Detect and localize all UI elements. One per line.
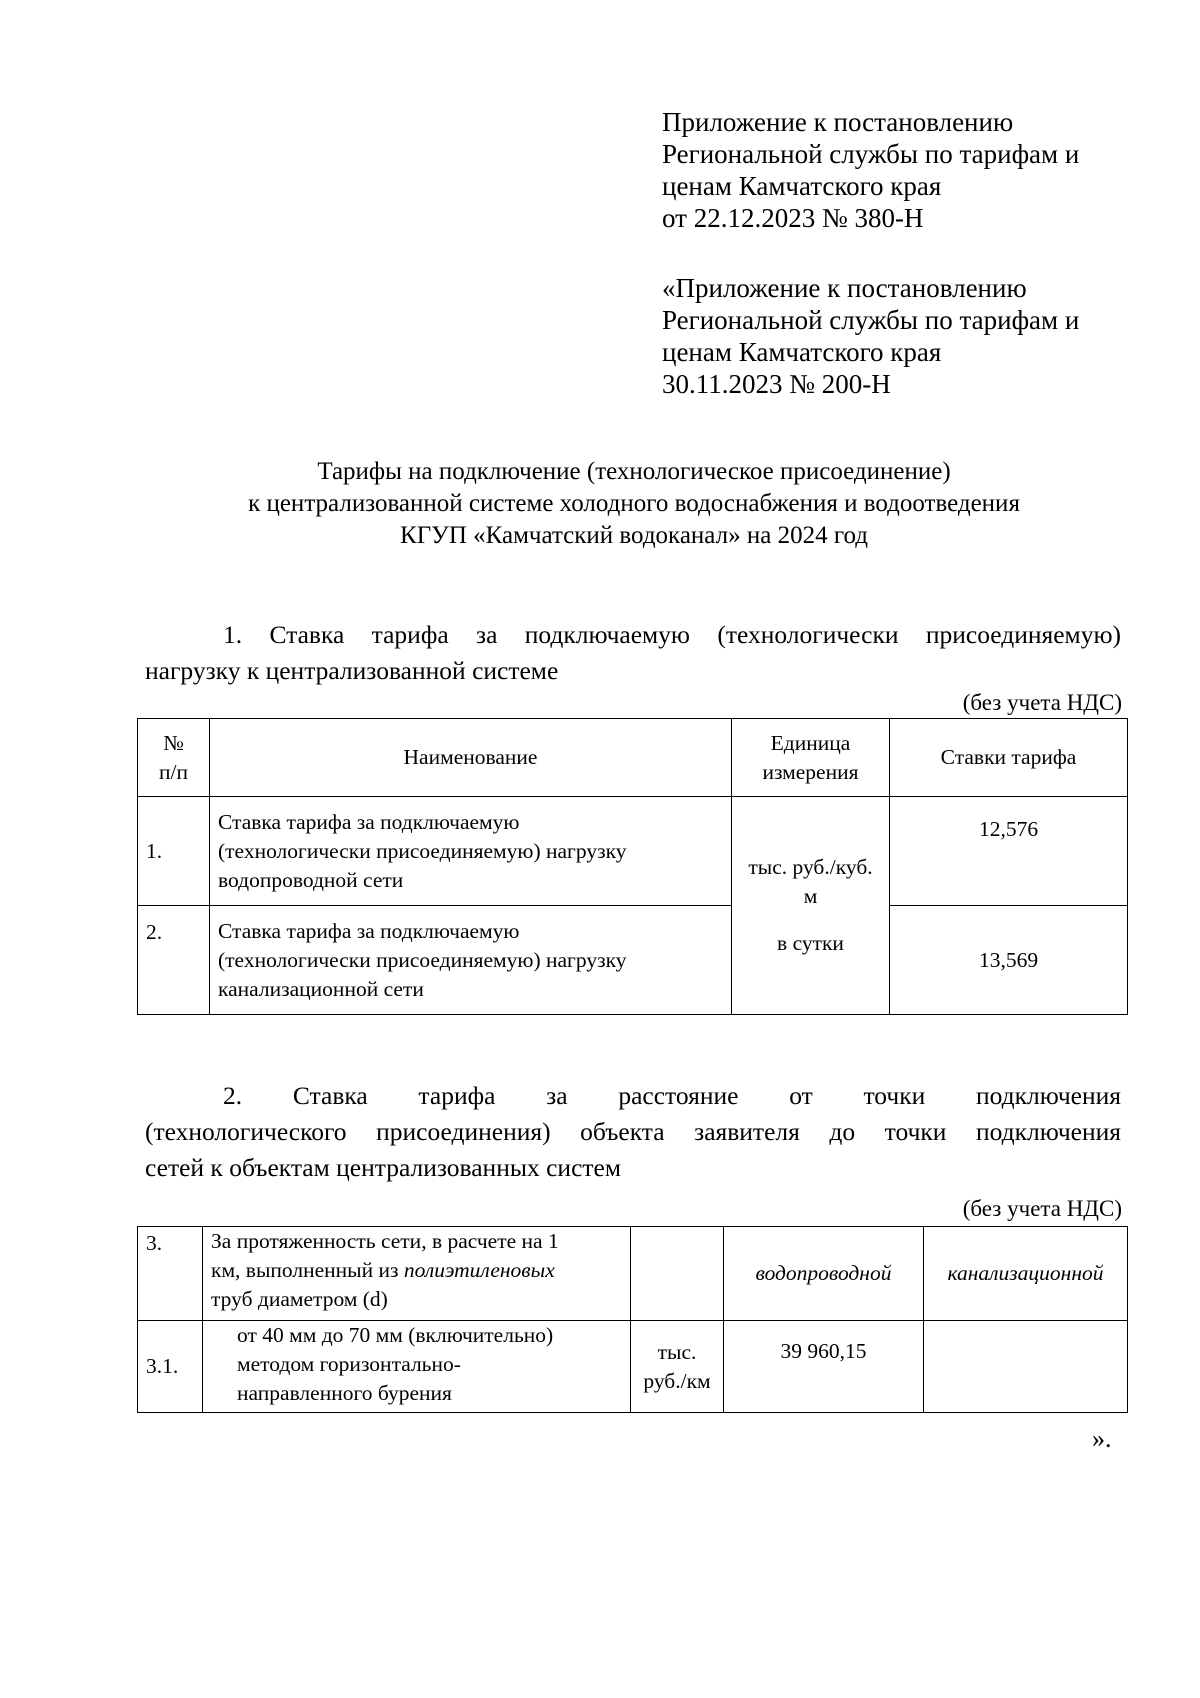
unit-line: руб./км (643, 1368, 711, 1393)
row-name-line: канализационной сети (218, 976, 424, 1001)
row-description-text: км, выполненный из (211, 1258, 404, 1282)
unit-line: м (803, 884, 818, 908)
approval-line: Региональной службы по тарифам и (662, 305, 1080, 335)
unit-line: тыс. (657, 1339, 697, 1364)
row-name (210, 797, 732, 906)
document-title (140, 456, 1128, 552)
rate-value: 13,569 (890, 906, 1128, 1015)
row-description-material: полиэтиленовых (403, 1258, 555, 1282)
title-line: к централизованной системе холодного водоснабжения и водоотведения (248, 490, 1020, 517)
row-description-line: труб диаметром (d) (211, 1287, 388, 1311)
unit-cell-empty (631, 1227, 724, 1321)
vat-note: (без учета НДС) (962, 690, 1122, 715)
row-name (210, 906, 732, 1015)
header-number-line: п/п (159, 759, 188, 784)
unit-line: в сутки (777, 931, 844, 955)
row-description-line: методом горизонтально- (237, 1352, 461, 1376)
heading-line: нагрузку к централизованной системе (145, 656, 559, 685)
header-unit (732, 719, 890, 797)
approval-line: ценам Камчатского края (662, 171, 942, 201)
distance-tariff-table (137, 1226, 1128, 1413)
row-number: 1. (138, 797, 210, 906)
table-row (138, 1227, 1128, 1321)
closing-quote: ». (1092, 1424, 1112, 1453)
sewerage-rate (924, 1321, 1128, 1413)
approval-line: ценам Камчатского края (662, 337, 942, 367)
heading-line: 1. Ставка тарифа за подключаемую (технологически присоединяемую) (223, 620, 1121, 649)
heading-line: 2. Ставка тарифа за расстояние от точки подключения (223, 1081, 1121, 1110)
table-row (138, 797, 1128, 906)
approval-reference-original (662, 272, 1182, 400)
table-row (138, 1321, 1128, 1413)
water-supply-rate: 39 960,15 (724, 1321, 924, 1413)
approval-line: Приложение к постановлению (662, 107, 1014, 137)
title-line: КГУП «Камчатский водоканал» на 2024 год (400, 522, 868, 549)
row-description-line: от 40 мм до 70 мм (включительно) (237, 1323, 554, 1347)
unit-cell (631, 1321, 724, 1413)
row-number: 3.1. (138, 1321, 203, 1413)
title-line: Тарифы на подключение (технологическое присоединение) (317, 458, 951, 485)
table-row (138, 906, 1128, 1015)
vat-note: (без учета НДС) (962, 1196, 1122, 1221)
approval-reference-current (662, 106, 1182, 234)
approval-line: Региональной службы по тарифам и (662, 139, 1080, 169)
row-description-line: направленного бурения (237, 1381, 452, 1405)
unit-line: тыс. руб./куб. (748, 855, 873, 879)
approval-line: «Приложение к постановлению (662, 273, 1027, 303)
approval-line: от 22.12.2023 № 380-Н (662, 203, 924, 233)
header-name: Наименование (210, 719, 732, 797)
row-description-line (211, 1256, 630, 1285)
row-description (203, 1227, 631, 1321)
row-name-line: (технологически присоединяемую) нагрузку (218, 838, 627, 863)
header-number (138, 719, 210, 797)
unit-cell (732, 797, 890, 1015)
row-name-line: водопроводной сети (218, 867, 404, 892)
header-unit-line: Единица (770, 730, 851, 755)
section-1-heading (145, 617, 1121, 689)
row-description (203, 1321, 631, 1413)
rate-value: 12,576 (890, 797, 1128, 906)
table-header-row (138, 719, 1128, 797)
header-number-line: № (163, 730, 184, 755)
row-name-line: Ставка тарифа за подключаемую (218, 809, 520, 834)
header-unit-line: измерения (762, 759, 859, 784)
heading-line: сетей к объектам централизованных систем (145, 1153, 621, 1182)
row-description-line: За протяженность сети, в расчете на 1 (211, 1229, 559, 1253)
row-number: 3. (138, 1227, 203, 1321)
column-water-supply: водопроводной (724, 1227, 924, 1321)
row-number: 2. (138, 906, 210, 1015)
row-name-line: (технологически присоединяемую) нагрузку (218, 947, 627, 972)
heading-line: (технологического присоединения) объекта заявителя до точки подключения (145, 1117, 1121, 1146)
header-rate: Ставки тарифа (890, 719, 1128, 797)
approval-line: 30.11.2023 № 200-Н (662, 369, 891, 399)
connection-load-tariff-table (137, 718, 1128, 1015)
section-2-heading (145, 1078, 1121, 1186)
row-name-line: Ставка тарифа за подключаемую (218, 918, 520, 943)
column-sewerage: канализационной (924, 1227, 1128, 1321)
